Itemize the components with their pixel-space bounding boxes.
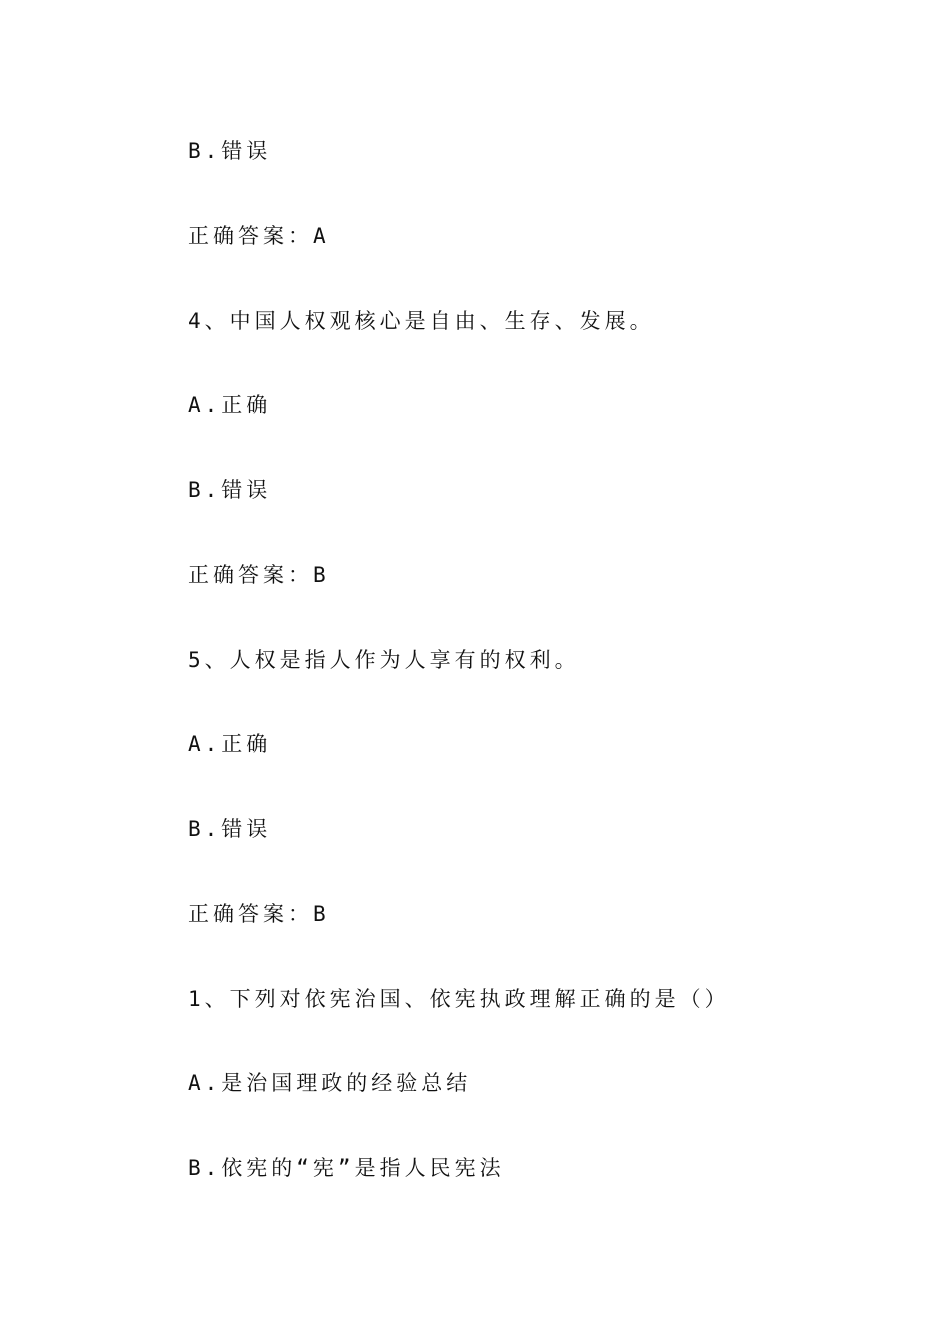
- option-b-q1: B.依宪的“宪”是指人民宪法: [188, 1156, 505, 1180]
- option-a-q5: A.正确: [188, 732, 272, 756]
- option-a-q4: A.正确: [188, 393, 272, 417]
- option-b-q3: B.错误: [188, 139, 272, 163]
- option-a-q1: A.是治国理政的经验总结: [188, 1071, 472, 1095]
- question-5: 5、人权是指人作为人享有的权利。: [188, 648, 580, 672]
- answer-q4: 正确答案：B: [188, 563, 330, 587]
- question-4: 4、中国人权观核心是自由、生存、发展。: [188, 309, 655, 333]
- option-b-q5: B.错误: [188, 817, 272, 841]
- answer-q5: 正确答案：B: [188, 902, 330, 926]
- question-1: 1、下列对依宪治国、依宪执政理解正确的是（）: [188, 987, 730, 1011]
- option-b-q4: B.错误: [188, 478, 272, 502]
- answer-q3: 正确答案：A: [188, 224, 330, 248]
